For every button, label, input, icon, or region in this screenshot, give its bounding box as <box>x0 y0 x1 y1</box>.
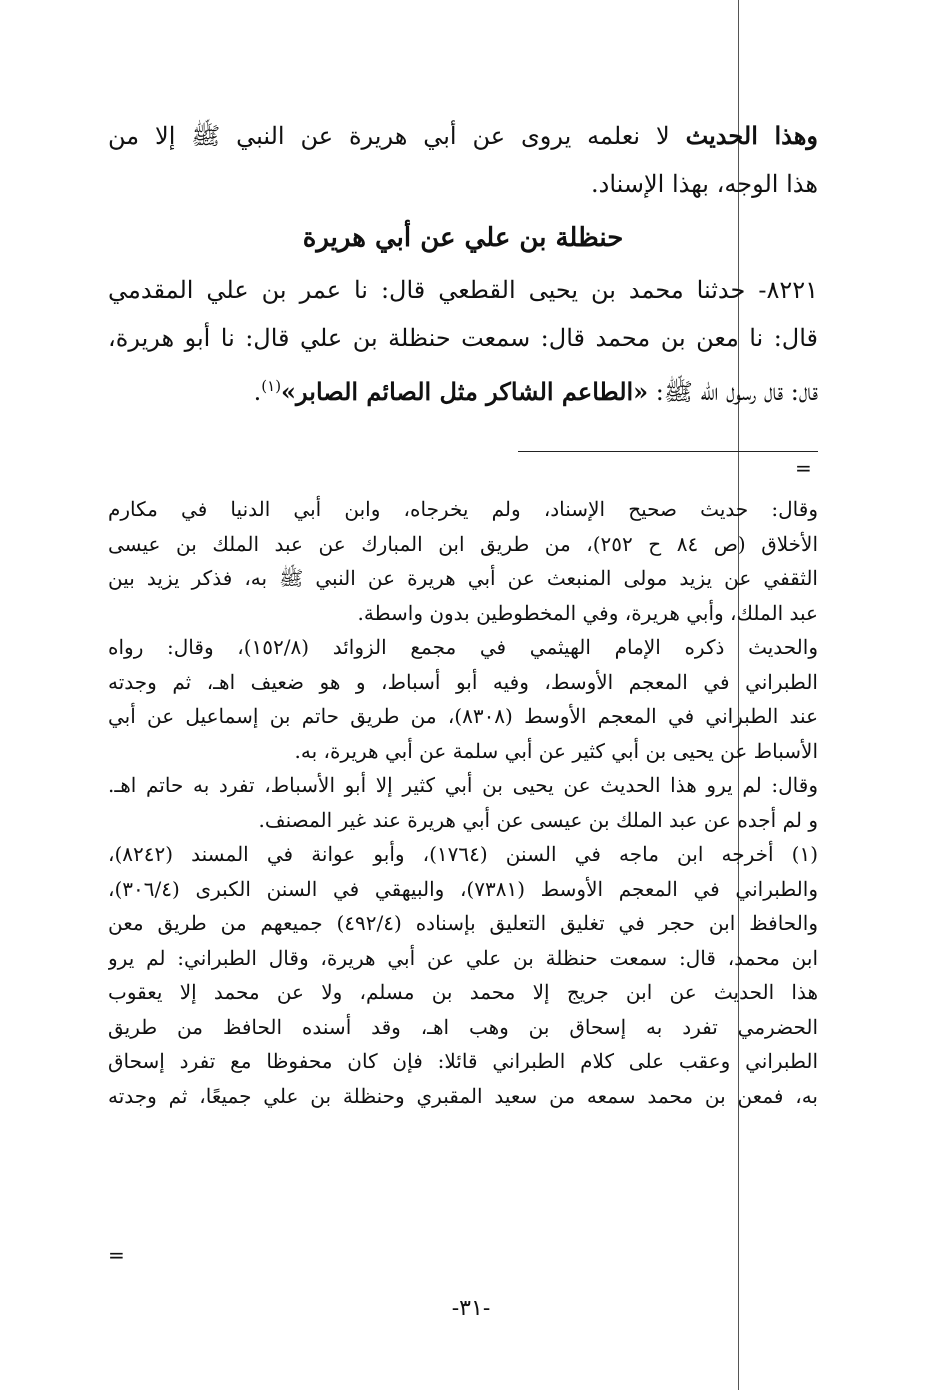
note-line: عند الطبراني في المعجم الأوسط (٨٣٠٨)، من طريق حاتم بن إسماعيل عن أبي <box>108 704 818 728</box>
footnote-ref: (١) <box>261 377 282 395</box>
hadith-line-1: ٨٢٢١- حدثنا محمد بن يحيى القطعي قال: نا عمر بن علي المقدمي <box>108 276 818 304</box>
footnote-1-line: الحضرمي تفرد به إسحاق بن وهب اهـ، وقد أسنده الحافظ من طريق <box>108 1014 818 1039</box>
footnote-separator <box>518 451 818 452</box>
main-text <box>108 112 818 410</box>
note-line: الأخلاق (ص ٨٤ ح ٢٥٢)، من طريق ابن المبارك عن عبد الملك بن عيسى <box>108 531 818 556</box>
footnote-1-line: ابن محمد، قال: سمعت حنظلة بن علي عن أبي هريرة، وقال الطبراني: لم يرو <box>108 945 818 970</box>
note-line: و لم أجده عن عبد الملك بن عيسى عن أبي هريرة عند غير المصنف. <box>258 807 818 832</box>
note-line: وقال: لم يرو هذا الحديث عن يحيى بن أبي كثير إلا أبو الأسباط، تفرد به حاتم اهـ. <box>108 773 818 797</box>
note-line: الطبراني في المعجم الأوسط، وفيه أبو أسباط، و هو ضعيف اهـ، ثم وجدته <box>108 669 818 694</box>
note-line: والحديث ذكره الإمام الهيثمي في مجمع الزوائد (١٥٢/٨)، وقال: رواه <box>108 635 818 659</box>
page-number: -٣١- <box>451 1296 491 1321</box>
hadith-line-3-end: . <box>253 378 262 406</box>
footnote-1-line: هذا الحديث عن ابن جريج إلا محمد بن مسلم، ولا عن محمد إلا يعقوب <box>108 980 818 1004</box>
footnote-1-line: الطبراني وعقب على كلام الطبراني قائلا: فإن كان محفوظا مع تفرد إسحاق <box>108 1049 818 1073</box>
hadith-line-3-start: قال: قال رسول الله ﷺ: <box>648 378 818 406</box>
footnote-1-line: (١) أخرجه ابن ماجه في السنن (١٧٦٤)، وأبو عوانة في المسند (٨٢٤٢)، <box>108 842 818 866</box>
main-line-1-rest: لا نعلمه يروى عن أبي هريرة عن النبي ﷺ إلا من <box>108 122 686 150</box>
continuation-mark-bottom: = <box>108 1243 125 1267</box>
main-line-2: هذا الوجه، بهذا الإسناد. <box>591 170 818 198</box>
hadith-line-2: قال: نا معن بن محمد قال: سمعت حنظلة بن علي قال: نا أبو هريرة، <box>108 324 818 352</box>
section-heading: حنظلة بن علي عن أبي هريرة <box>302 223 624 253</box>
continuation-mark-top: = <box>795 456 812 480</box>
note-line: وقال: حديث صحيح الإسناد، ولم يخرجاه، وابن أبي الدنيا في مكارم <box>108 497 818 521</box>
footnote-1-line: به، فمعن بن محمد سمعه من سعيد المقبري وحنظلة بن علي جميعًا، ثم وجدته <box>108 1083 818 1108</box>
bold-phrase: وهذا الحديث <box>685 121 818 150</box>
note-line: الأسباط عن يحيى بن أبي كثير عن أبي سلمة عن أبي هريرة، به. <box>294 738 818 763</box>
note-line: الثقفي عن يزيد مولى المنبعث عن أبي هريرة عن النبي ﷺ به، فذكر يزيد بين <box>108 566 818 590</box>
footnote-1-line: والحافظ ابن حجر في تغليق التعليق بإسناده (٤٩٢/٤) جميعهم من طريق معن <box>108 911 818 935</box>
hadith-text-bold: «الطاعم الشاكر مثل الصائم الصابر» <box>281 377 649 406</box>
hadith-line-3 <box>108 362 818 410</box>
main-line-1 <box>108 112 818 160</box>
footnote-1-line: والطبراني في المعجم الأوسط (٧٣٨١)، والبيهقي في السنن الكبرى (٣٠٦/٤)، <box>108 876 818 901</box>
note-line: عبد الملك، وأبي هريرة، وفي المخطوطين بدون واسطة. <box>357 600 818 625</box>
footnotes <box>108 492 818 1113</box>
